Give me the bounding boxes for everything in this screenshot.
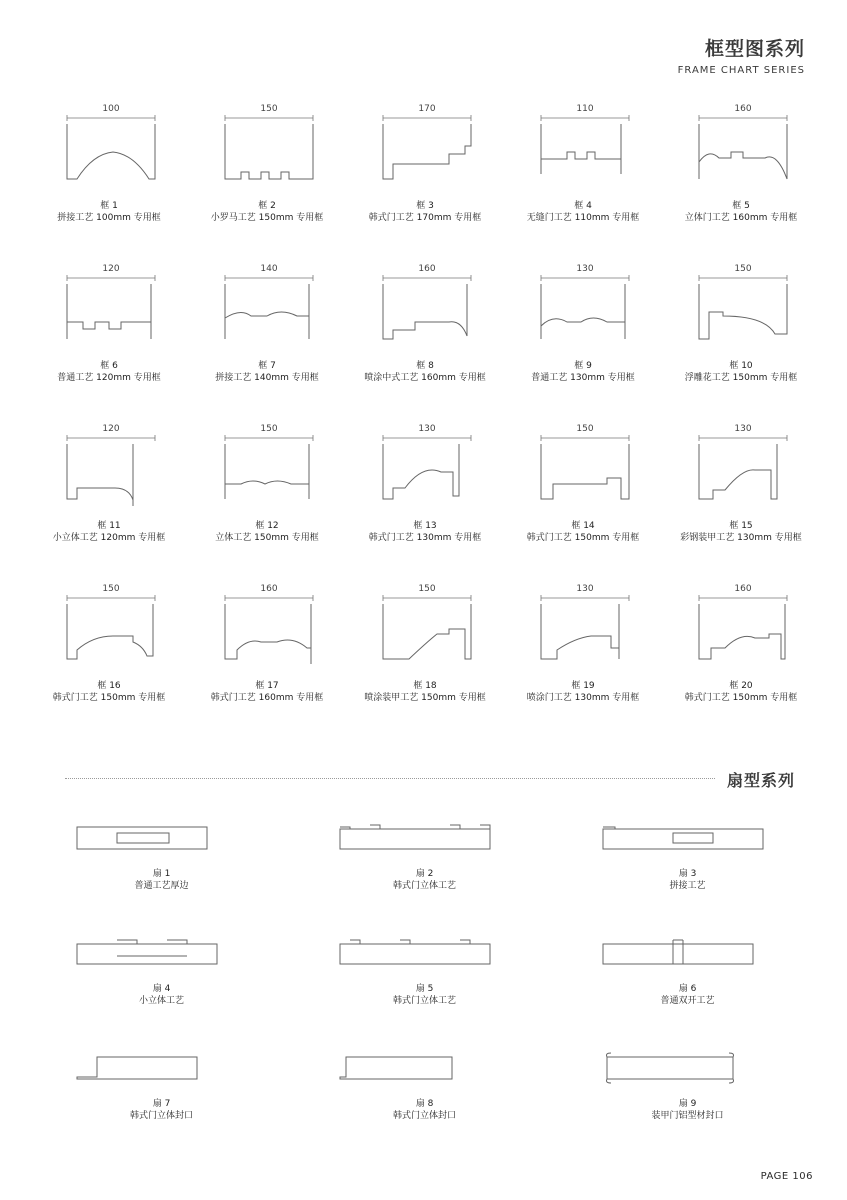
profile-wave-icon — [695, 104, 791, 184]
frame-description: 韩式门工艺 170mm 专用框 — [368, 213, 482, 223]
sash-profile-icon — [340, 1047, 510, 1087]
sash-code: 扇 5 — [415, 984, 434, 994]
profile-arch-icon — [63, 584, 159, 664]
frame-item — [662, 580, 820, 740]
frame-code: 框 17 — [255, 681, 279, 691]
frame-item — [188, 420, 346, 580]
frame-dimension: 150 — [260, 424, 278, 434]
frame-description: 立体工艺 150mm 专用框 — [215, 533, 319, 543]
frame-dimension: 100 — [102, 104, 120, 114]
frame-item — [30, 100, 188, 260]
sash-description: 拼接工艺 — [669, 881, 706, 891]
page-number: PAGE 106 — [760, 1171, 813, 1182]
frame-item — [504, 420, 662, 580]
sash-description: 装甲门铝型材封口 — [651, 1111, 724, 1121]
frame-dimension: 150 — [260, 104, 278, 114]
section-divider — [65, 778, 715, 779]
frame-code: 框 2 — [258, 201, 276, 211]
frame-description: 韩式门工艺 130mm 专用框 — [368, 533, 482, 543]
page-title: 框型图系列 — [704, 38, 805, 60]
frame-code: 框 16 — [97, 681, 121, 691]
sash-code: 扇 6 — [678, 984, 697, 994]
frame-dimension: 120 — [102, 264, 120, 274]
frame-item — [346, 420, 504, 580]
frame-code: 框 6 — [100, 361, 118, 371]
sash-code: 扇 9 — [678, 1099, 697, 1109]
frame-description: 立体门工艺 160mm 专用框 — [684, 213, 798, 223]
profile-teeth-icon — [221, 104, 317, 184]
profile-step-icon — [537, 424, 633, 504]
sash-description: 韩式门立体封口 — [392, 1111, 456, 1121]
frame-dimension: 120 — [102, 424, 120, 434]
frame-code: 框 10 — [729, 361, 753, 371]
profile-step-icon — [63, 424, 159, 504]
frame-description: 普通工艺 120mm 专用框 — [57, 373, 161, 383]
frame-description: 浮雕花工艺 150mm 专用框 — [684, 373, 798, 383]
sash-code: 扇 4 — [152, 984, 171, 994]
frame-code: 框 7 — [258, 361, 276, 371]
profile-wave-icon — [537, 264, 633, 344]
sash-section-title: 扇型系列 — [726, 771, 795, 790]
frame-description: 韩式门工艺 150mm 专用框 — [526, 533, 640, 543]
frame-code: 框 9 — [574, 361, 592, 371]
frame-description: 彩钢装甲工艺 130mm 专用框 — [680, 533, 802, 543]
frame-dimension: 160 — [734, 104, 752, 114]
sash-code: 扇 1 — [152, 869, 171, 879]
profile-tab-icon — [63, 264, 159, 344]
sash-description: 韩式门立体封口 — [129, 1111, 193, 1121]
page-subtitle: FRAME CHART SERIES — [677, 65, 805, 76]
sash-item — [293, 815, 556, 930]
frame-item — [662, 420, 820, 580]
frame-code: 框 18 — [413, 681, 437, 691]
frame-dimension: 130 — [418, 424, 436, 434]
frame-dimension: 170 — [418, 104, 436, 114]
frame-item — [30, 260, 188, 420]
frame-item — [662, 260, 820, 420]
profile-wave-icon — [221, 424, 317, 504]
frame-description: 无缝门工艺 110mm 专用框 — [526, 213, 640, 223]
page-header — [678, 34, 805, 76]
frame-dimension: 130 — [576, 264, 594, 274]
sash-description: 小立体工艺 — [138, 996, 184, 1006]
sash-item — [30, 930, 293, 1045]
frame-description: 韩式门工艺 150mm 专用框 — [52, 693, 166, 703]
sash-profile-icon — [77, 932, 247, 972]
frame-code: 框 5 — [732, 201, 750, 211]
frame-item — [188, 260, 346, 420]
profile-arch-icon — [221, 264, 317, 344]
frame-description: 拼接工艺 140mm 专用框 — [215, 373, 319, 383]
frame-dimension: 150 — [102, 584, 120, 594]
sash-profile-icon — [340, 932, 510, 972]
sash-item — [293, 1045, 556, 1160]
frame-code: 框 13 — [413, 521, 437, 531]
sash-profile-icon — [603, 932, 773, 972]
sash-code: 扇 7 — [152, 1099, 171, 1109]
frame-code: 框 20 — [729, 681, 753, 691]
frame-description: 喷涂门工艺 130mm 专用框 — [526, 693, 640, 703]
sash-description: 普通工艺厚边 — [134, 881, 189, 891]
frame-item — [346, 580, 504, 740]
sash-profile-icon — [77, 1047, 247, 1087]
frame-description: 拼接工艺 100mm 专用框 — [57, 213, 161, 223]
frame-dimension: 150 — [418, 584, 436, 594]
frame-item — [504, 580, 662, 740]
sash-code: 扇 2 — [415, 869, 434, 879]
frame-code: 框 14 — [571, 521, 595, 531]
profile-notch-icon — [537, 104, 633, 184]
frame-code: 框 3 — [416, 201, 434, 211]
profile-curve-icon — [695, 264, 791, 344]
frame-dimension: 160 — [734, 584, 752, 594]
frame-code: 框 15 — [729, 521, 753, 531]
frame-item — [188, 100, 346, 260]
frame-code: 框 12 — [255, 521, 279, 531]
frame-description: 喷涂装甲工艺 150mm 专用框 — [364, 693, 486, 703]
frame-description: 韩式门工艺 160mm 专用框 — [210, 693, 324, 703]
frame-dimension: 110 — [576, 104, 594, 114]
sash-item — [556, 930, 819, 1045]
frame-dimension: 130 — [734, 424, 752, 434]
frame-description: 韩式门工艺 150mm 专用框 — [684, 693, 798, 703]
sash-profile-icon — [603, 1047, 773, 1087]
profile-slope-icon — [695, 424, 791, 504]
frame-code: 框 8 — [416, 361, 434, 371]
frame-code: 框 1 — [100, 201, 118, 211]
sash-code: 扇 3 — [678, 869, 697, 879]
frame-description: 普通工艺 130mm 专用框 — [531, 373, 635, 383]
profile-curve-icon — [537, 584, 633, 664]
profile-slope-icon — [379, 424, 475, 504]
frame-description: 小罗马工艺 150mm 专用框 — [210, 213, 324, 223]
sash-item — [293, 930, 556, 1045]
frame-description: 喷涂中式工艺 160mm 专用框 — [364, 373, 486, 383]
sash-description: 普通双开工艺 — [660, 996, 715, 1006]
sash-profile-icon — [603, 817, 773, 857]
frame-dimension: 150 — [734, 264, 752, 274]
frame-item — [30, 420, 188, 580]
frame-item — [30, 580, 188, 740]
frame-dimension: 160 — [260, 584, 278, 594]
frame-code: 框 11 — [97, 521, 121, 531]
sash-profile-icon — [340, 817, 510, 857]
frame-item — [662, 100, 820, 260]
profile-step-icon — [379, 264, 475, 344]
frame-chart-grid — [30, 100, 820, 740]
sash-item — [30, 1045, 293, 1160]
frame-dimension: 150 — [576, 424, 594, 434]
profile-step-icon — [379, 104, 475, 184]
frame-description: 小立体工艺 120mm 专用框 — [52, 533, 166, 543]
profile-arch-icon — [221, 584, 317, 664]
frame-item — [504, 260, 662, 420]
sash-item — [30, 815, 293, 930]
sash-profile-icon — [77, 817, 247, 857]
profile-arch-icon — [63, 104, 159, 184]
frame-dimension: 160 — [418, 264, 436, 274]
frame-code: 框 19 — [571, 681, 595, 691]
profile-curve-icon — [379, 584, 475, 664]
frame-item — [346, 260, 504, 420]
sash-description: 韩式门立体工艺 — [392, 996, 456, 1006]
sash-chart-grid — [30, 815, 820, 1160]
profile-wave-icon — [695, 584, 791, 664]
frame-dimension: 130 — [576, 584, 594, 594]
frame-item — [346, 100, 504, 260]
frame-item — [188, 580, 346, 740]
sash-item — [556, 815, 819, 930]
sash-description: 韩式门立体工艺 — [392, 881, 456, 891]
frame-code: 框 4 — [574, 201, 592, 211]
frame-dimension: 140 — [260, 264, 278, 274]
sash-code: 扇 8 — [415, 1099, 434, 1109]
sash-item — [556, 1045, 819, 1160]
frame-item — [504, 100, 662, 260]
